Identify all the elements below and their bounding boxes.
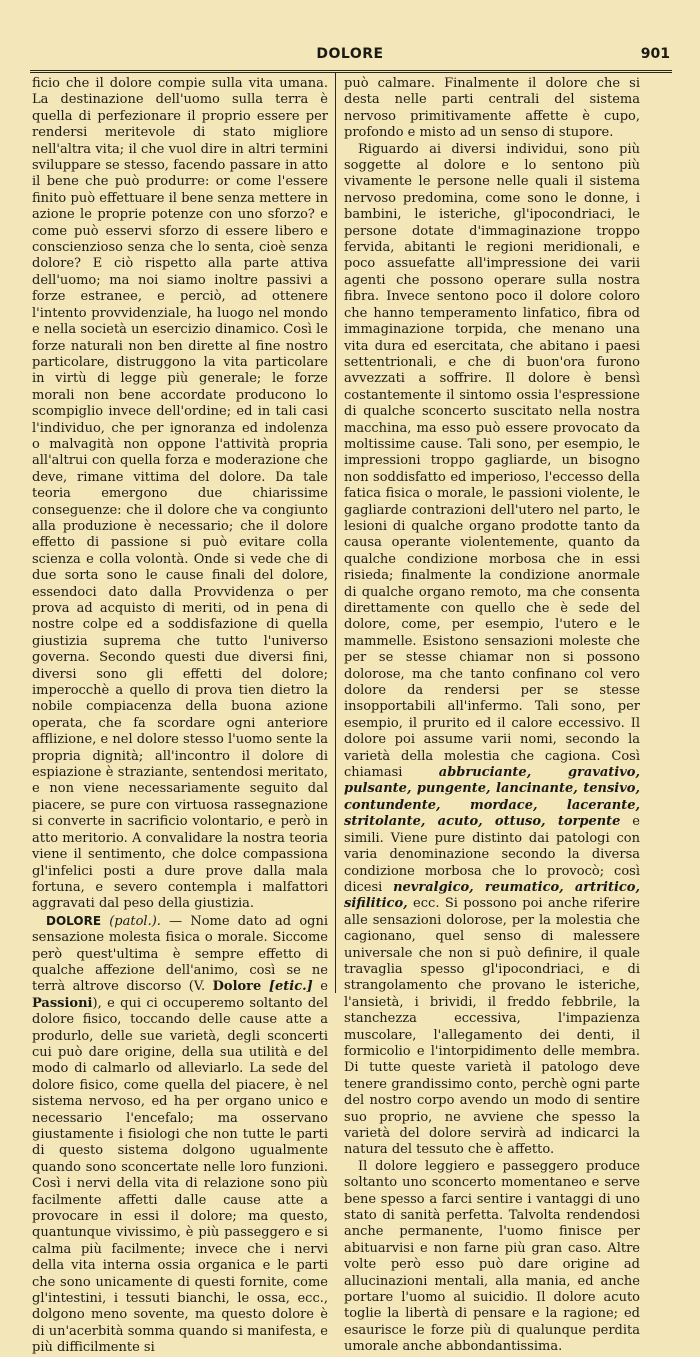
entry-text-part-c: ), e qui ci occuperemo soltanto del dolore fisico, toccando delle cause atte a produrlo, delle sue varietà, degli sconcerti cui può dare origine, della sua utilità e del modo di calmarlo od alleviarlo. La sede del dolore fisico, come quella del piacere, è nel sistema nervoso, ed ha per organo unico e necessario l'encefalo; ma osservano giustamente i fisiologi che non tutte le parti di questo sistema dolgono ugualmente quando sono sconcertate nelle loro funzioni. Così i nervi della vita di relazione sono più facilmente affetti dalle cause atte a provocare in essi il dolore; ma questo, quantunque vivissimo, è più passeggero e si calma più facilmente; invece che i nervi della vita interna ossia organica e le parti che sono unicamente di questi fornite, come gl'intestini, i tessuti bianchi, le ossa, ecc., dolgono meno sovente, ma questo dolore è di un'acerbità somma quando si manifesta, e più difficilmente si <box>32 995 328 1356</box>
cross-reference-qualifier: [etic.] <box>268 979 313 995</box>
left-column <box>32 76 328 1357</box>
running-head-title: DOLORE <box>316 46 384 62</box>
paragraph-individual-sensitivity <box>344 142 640 1159</box>
cross-reference-passioni: Passioni <box>32 995 93 1011</box>
entry-term: DOLORE <box>46 913 102 928</box>
entry-qualifier: (patol.). <box>109 913 161 929</box>
pain-denominations-list: nevralgico, reumatico, artritico, sifilitico, <box>344 879 640 912</box>
entry-text-part-a: — Nome dato ad ogni sensazione molesta fisica o morale. Siccome però quest'ultima è sempre effetto di qualche affezione dell'animo, così se ne terrà altrove discorso (V. <box>32 913 328 995</box>
pain-types-list: abbruciante, gravativo, pulsante, pungente, lancinante, tensivo, contundente, mordace, lacerante, stritolante, acuto, ottuso, torpente <box>344 765 640 830</box>
paragraph-text-c: ecc. Si possono poi anche riferire alle sensazioni dolorose, per la molestia che cagionano, quel senso di malessere universale che non si può definire, il quale travaglia spesso gl'ipocondriaci, e di strangolamento che provano le isteriche, l'ansietà, i brividi, il freddo febbrile, la stanchezza eccessiva, l'impazienza muscolare, l'allegamento dei denti, il formicolio e l'intorpidimento delle membra. Di tutte queste varietà il patologo deve tenere grandissimo conto, perchè ogni parte del nostro corpo avendo un modo di sentire suo proprio, ne avviene che spesso la varietà del dolore servirà ad indicarci la natura del tessuto che è affetto. <box>344 896 640 1158</box>
header-rule-secondary <box>30 72 672 73</box>
cross-reference-dolore: Dolore <box>212 979 262 995</box>
paragraph-text-b: e simili. Viene pure distinto dai patologi con varia denominazione secondo la diversa condizione morbosa che lo provocò; così dicesi <box>344 814 640 895</box>
page-number: 901 <box>640 46 670 62</box>
page-header <box>30 46 670 66</box>
header-rule <box>30 70 672 71</box>
paragraph-etic-continuation: ficio che il dolore compie sulla vita umana. La destinazione dell'uomo sulla terra è quella di perfezionare il proprio essere per rendersi meritevole di stato migliore nell'altra vita; il che vuol dire in altri termini sviluppare se stesso, facendo passare in atto il bene che può produrre: or come l'essere finito può effettuare il bene senza mettere in azione le proprie potenze con uno sforzo? e come può esservi sforzo di essere libero e conscienzioso senza che lo senta, cioè senza dolore? E ciò rispetto alla parte attiva dell'uomo; ma noi siamo inoltre passivi a forze estranee, e perciò, ad ottenere l'intento provvidenziale, ha luogo nel mondo e nella società un esercizio dinamico. Così le forze naturali non ben dirette al fine nostro particolare, distruggono la vita particolare in virtù di legge più generale; le forze morali non bene accordate producono lo scompiglio invece dell'ordine; ed in tali casi l'individuo, che per ignoranza ed indolenza o malvagità non oppone l'attività propria all'altrui con quella forza e moderazione che deve, rimane vittima del dolore. Da tale teoria emergono due chiarissime conseguenze: che il dolore che va congiunto alla produzione è necessario; che il dolore effetto di passione si può evitare colla scienza e colla volontà. Onde si vede che di due sorta sono le cause finali del dolore, essendoci dato dalla Provvidenza o per prova ad acquisto di meriti, od in pena di nostre colpe ed a soddisfazione di quella giustizia suprema che tutto l'universo governa. Secondo questi due diversi fini, diversi sono gli effetti del dolore; imperocchè a quello di prova tien dietro la nobile compiacenza della buona azione operata, che fa scordare ogni anteriore afflizione, e nel dolore stesso l'uomo sente la propria dignità; all'incontro il dolore di espiazione è straziante, sentendosi meritato, e non viene necessariamente seguito dal piacere, se pure con virtuosa rassegnazione si converte in sacrificio volontario, e però in atto meritorio. A convalidare la nostra teoria viene il sentimento, che dolce compassiona gl'infelici posti a dure prove dalla mala fortuna, e severo contempla i malfattori aggravati dal peso della giustizia. <box>32 76 328 912</box>
right-column <box>344 76 640 1356</box>
paragraph-text-a: Riguardo ai diversi individui, sono più soggette al dolore e lo sentono più vivamente le persone nelle quali il sistema nervoso predomina, come sono le donne, i bambini, le isteriche, gl'ipocondriaci, le persone dotate d'immaginazione troppo fervida, abitanti le regioni meridionali, e poco assuefatte all'impressione dei varii agenti che possono operare sulla nostra fibra. Invece sentono poco il dolore coloro che hanno temperamento linfatico, fibra od immaginazione torpida, che menano una vita dura ed esercitata, che abitano i paesi settentrionali, e che di buon'ora furono avvezzati a soffrire. Il dolore è bensì costantemente il sintomo ossia l'espressione di qualche sconcerto suscitato nella nostra macchina, ma esso può essere provocato da moltissime cause. Tali sono, per esempio, le impressioni troppo gagliarde, un bisogno non soddisfatto ed imperioso, l'eccesso della fatica fisica o morale, le passioni violente, le gagliarde contrazioni dell'utero nel parto, le lesioni di qualche organo prodotte tanto da causa operante violentemente, quanto da qualche condizione morbosa che in essi risieda; finalmente la condizione anormale di qualche organo remoto, ma che consenta direttamente con quello che è sede del dolore, come, per esempio, l'utero e le mammelle. Esistono sensazioni moleste che per se stesse chiamar non si possono dolorose, ma che tanto confinano col vero dolore da rendersi per se stesse insopportabili all'infermo. Tali sono, per esempio, il prurito ed il calore eccessivo. Il dolore poi assume varii nomi, secondo la varietà della molestia che cagiona. Così chiamasi <box>344 141 640 781</box>
paragraph-continuation: può calmare. Finalmente il dolore che si desta nelle parti centrali del sistema nervoso primitivamente affette è cupo, profondo e misto ad un senso di stupore. <box>344 76 640 141</box>
entry-dolore-patol <box>32 913 328 1357</box>
entry-text-part-b: e <box>312 979 328 995</box>
paragraph-effects: Il dolore leggiero e passeggero produce soltanto uno sconcerto momentaneo e serve bene spesso a farci sentire i vantaggi di uno stato di sanità perfetta. Talvolta rendendosi anche permanente, l'uomo finisce per abituarvisi e non farne più gran caso. Altre volte però esso può dare origine ad allucinazioni mentali, alla mania, ed anche portare l'uomo al suicidio. Il dolore acuto toglie la libertà di pensare e la ragione; ed esaurisce le forze più di qualunque perdita umorale anche abbondantissima. <box>344 1158 640 1355</box>
column-divider <box>335 73 336 993</box>
